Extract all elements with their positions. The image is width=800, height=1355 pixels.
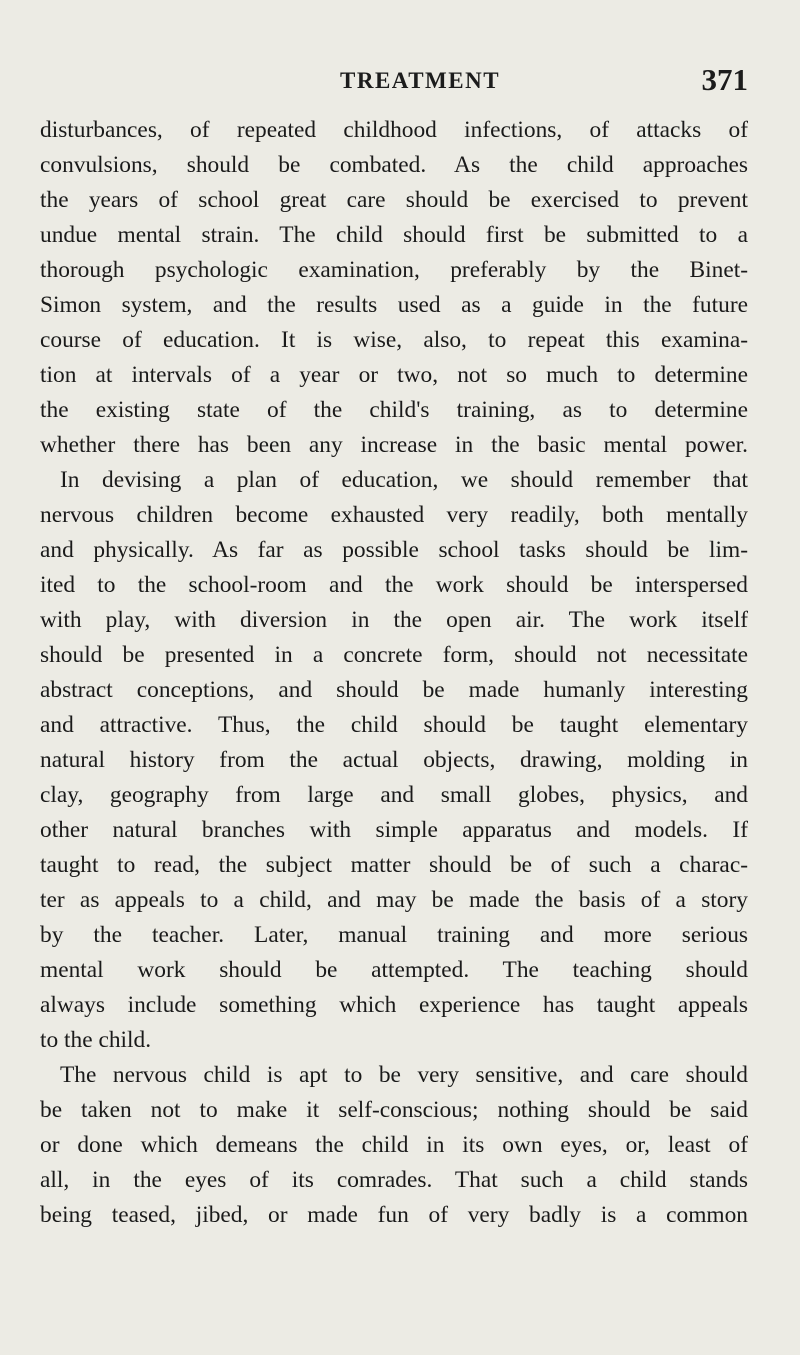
text-line: and attractive. Thus, the child should be taught elementary	[40, 712, 748, 738]
text-line: The nervous child is apt to be very sensitive, and care should	[60, 1062, 748, 1088]
text-line: clay, geography from large and small globes, physics, and	[40, 782, 748, 808]
text-line: to the child.	[40, 1027, 152, 1053]
text-line: the existing state of the child's training, as to determine	[40, 397, 748, 423]
page-header	[40, 62, 748, 102]
text-line: by the teacher. Later, manual training and more serious	[40, 922, 748, 948]
text-line: being teased, jibed, or made fun of very badly is a common	[40, 1202, 748, 1228]
text-line: Simon system, and the results used as a guide in the future	[40, 292, 748, 318]
text-line: the years of school great care should be exercised to prevent	[40, 187, 748, 213]
text-line: whether there has been any increase in the basic mental power.	[40, 432, 748, 458]
text-line: always include something which experience has taught appeals	[40, 992, 748, 1018]
text-line: nervous children become exhausted very readily, both mentally	[40, 502, 748, 528]
page-number: 371	[701, 62, 748, 97]
text-line: or done which demeans the child in its own eyes, or, least of	[40, 1132, 748, 1158]
text-line: abstract conceptions, and should be made humanly interesting	[40, 677, 748, 703]
body-text	[40, 113, 748, 1233]
text-line: ter as appeals to a child, and may be made the basis of a story	[40, 887, 748, 913]
text-line: other natural branches with simple apparatus and models. If	[40, 817, 748, 843]
text-line: be taken not to make it self-conscious; nothing should be said	[40, 1097, 748, 1123]
text-line: thorough psychologic examination, preferably by the Binet-	[40, 257, 748, 283]
text-line: with play, with diversion in the open air. The work itself	[40, 607, 748, 633]
text-line: undue mental strain. The child should first be submitted to a	[40, 222, 748, 248]
text-line: taught to read, the subject matter should be of such a charac-	[40, 852, 748, 878]
text-line: ited to the school-room and the work should be interspersed	[40, 572, 748, 598]
text-line: should be presented in a concrete form, should not necessitate	[40, 642, 748, 668]
text-line: all, in the eyes of its comrades. That such a child stands	[40, 1167, 748, 1193]
text-line: course of education. It is wise, also, to repeat this examina-	[40, 327, 748, 353]
text-line: convulsions, should be combated. As the child approaches	[40, 152, 748, 178]
text-line: mental work should be attempted. The teaching should	[40, 957, 748, 983]
text-line: natural history from the actual objects, drawing, molding in	[40, 747, 748, 773]
text-line: and physically. As far as possible school tasks should be lim-	[40, 537, 748, 563]
text-line: In devising a plan of education, we should remember that	[60, 467, 748, 493]
text-line: tion at intervals of a year or two, not so much to determine	[40, 362, 748, 388]
running-head: TREATMENT	[340, 68, 501, 93]
text-line: disturbances, of repeated childhood infections, of attacks of	[40, 117, 748, 143]
